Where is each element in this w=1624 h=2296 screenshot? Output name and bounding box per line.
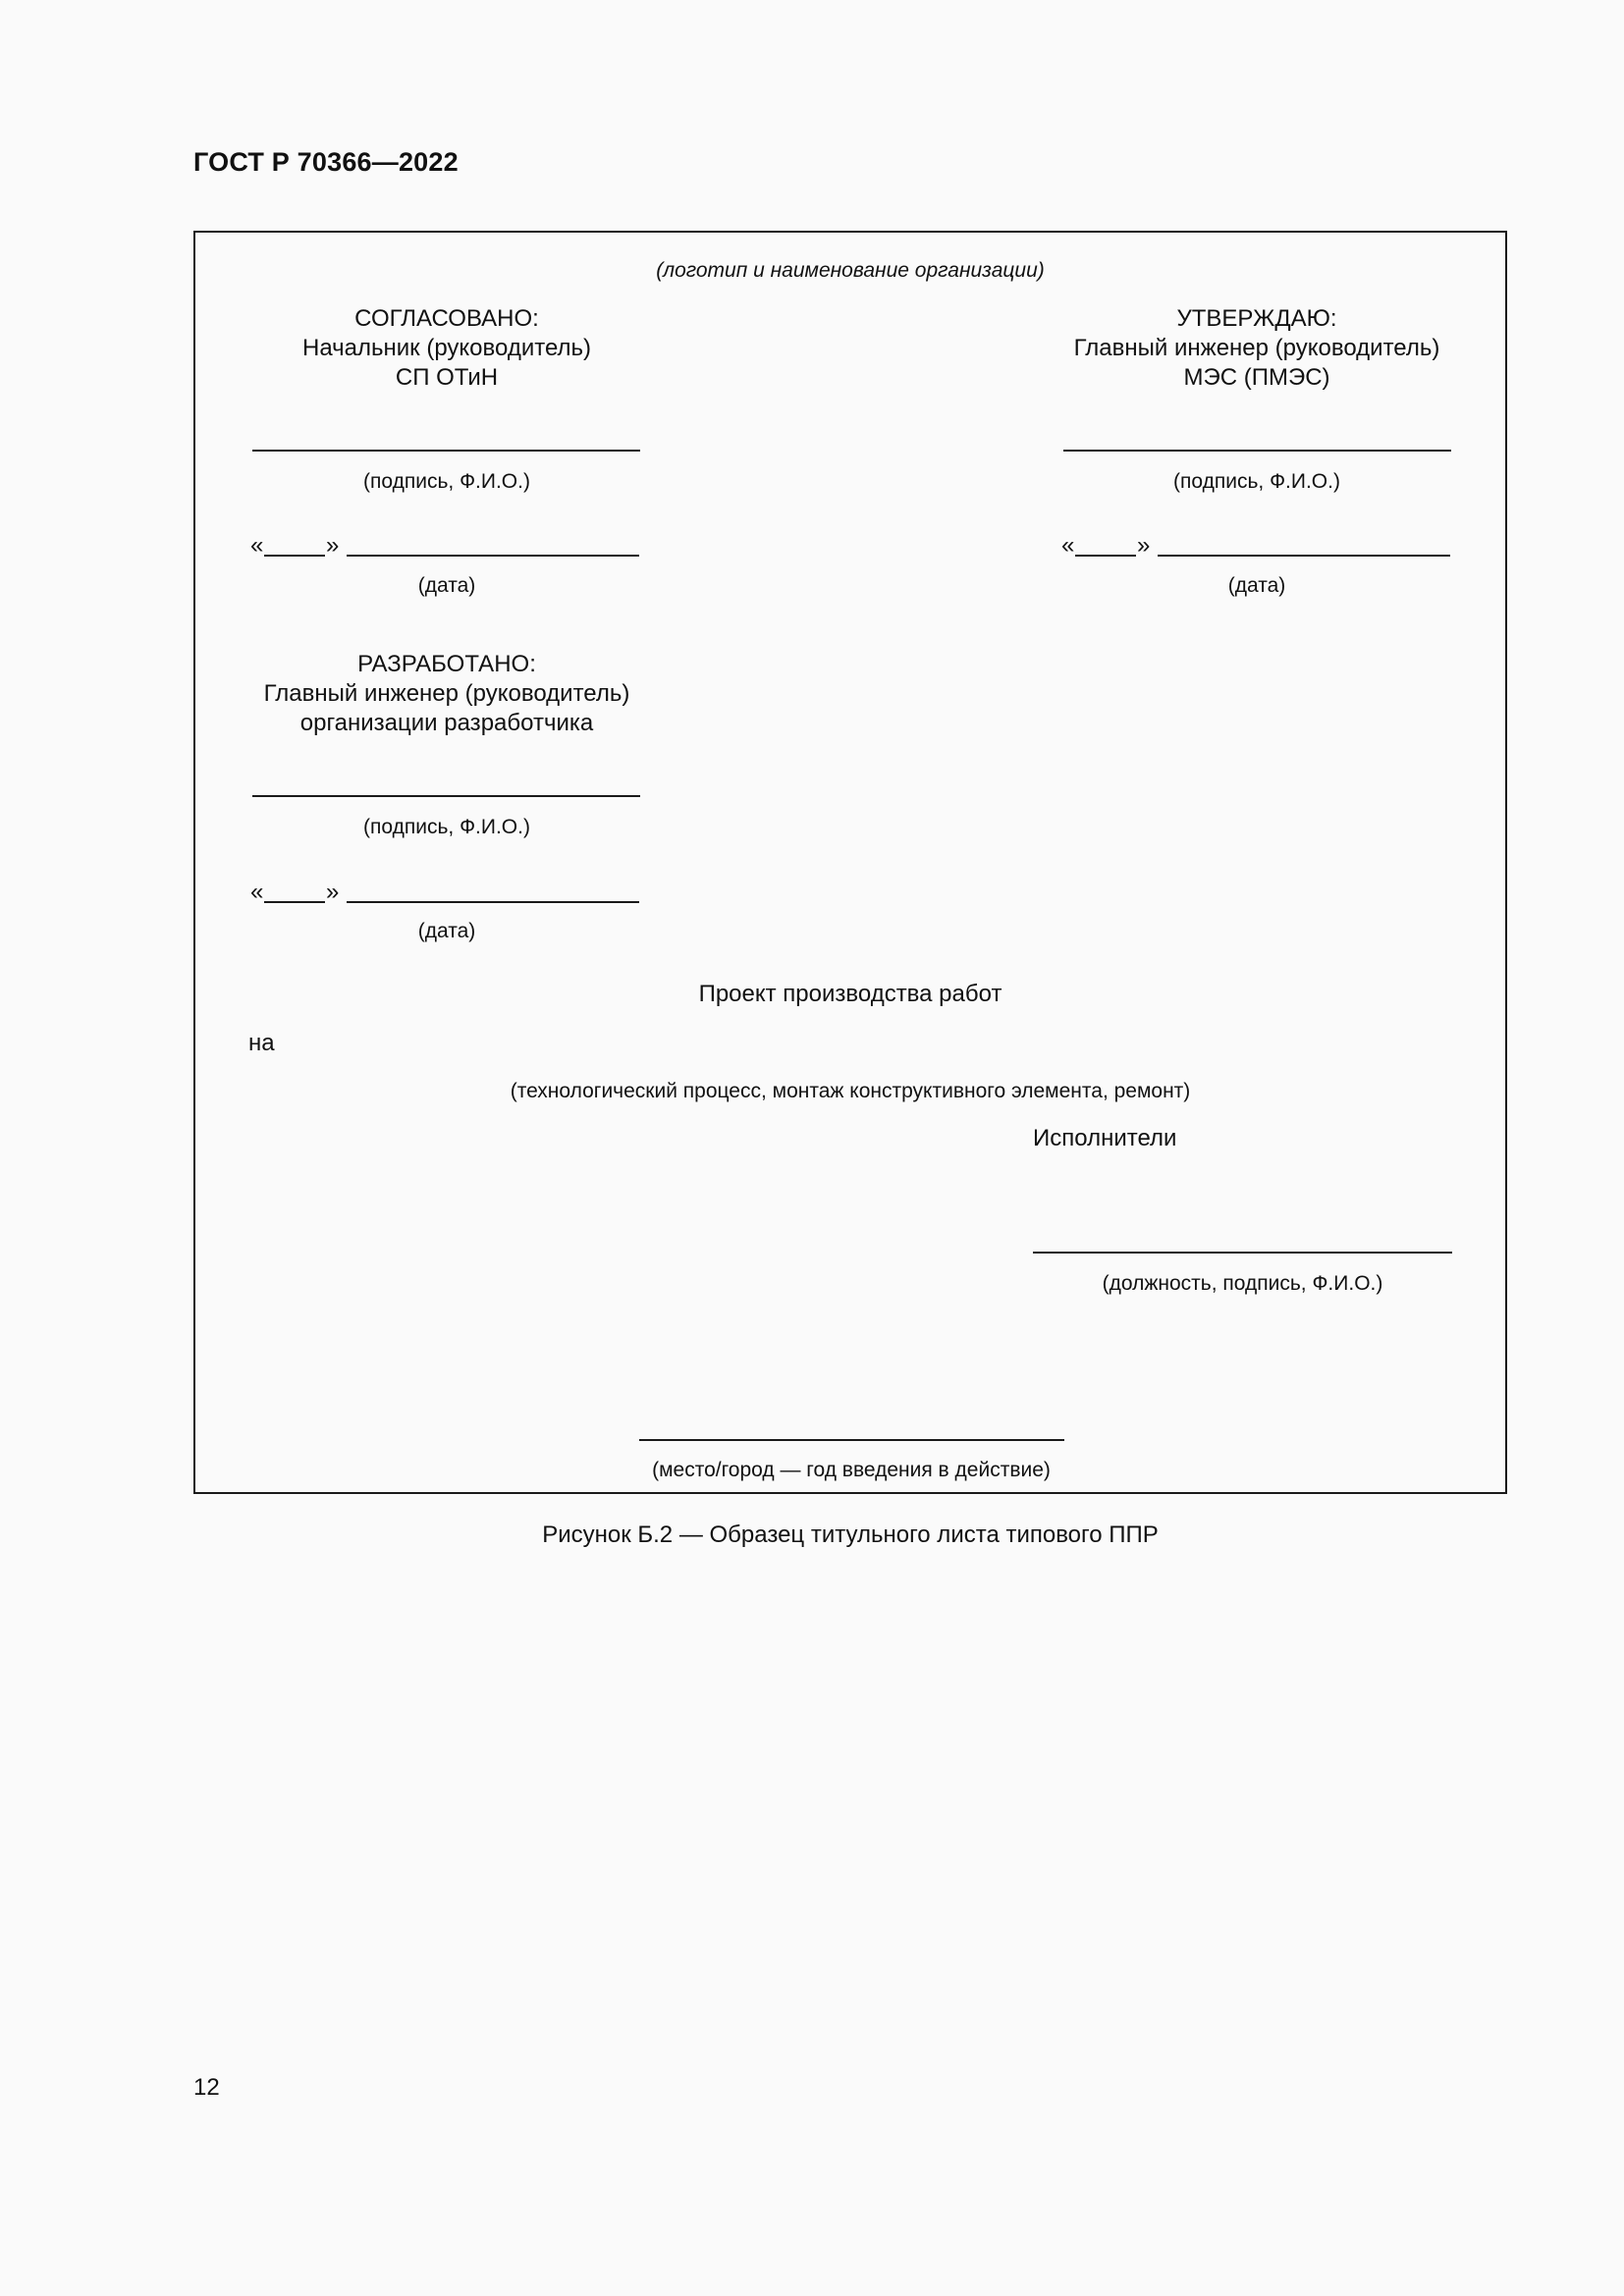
agreed-position-line2: СП ОТиН: [395, 364, 499, 391]
approved-signature-line: [1063, 450, 1451, 452]
developed-position-line2: организации разработчика: [299, 710, 594, 736]
agreed-signature-line: [252, 450, 640, 452]
approved-signature-caption: (подпись, Ф.И.О.): [1173, 470, 1340, 493]
approved-heading: УТВЕРЖДАЮ:: [1176, 305, 1337, 332]
title-page-form-frame: [193, 231, 1507, 1494]
developed-day-blank: [264, 901, 325, 903]
developed-date-caption: (дата): [417, 920, 476, 942]
developed-block: [250, 650, 643, 738]
document-header-title: ГОСТ Р 70366—2022: [193, 147, 459, 177]
approved-month-year-blank: [1158, 555, 1450, 557]
developed-signature-caption: (подпись, Ф.И.О.): [363, 816, 530, 838]
agreed-heading: СОГЛАСОВАНО:: [354, 305, 539, 332]
agreed-block: [250, 304, 643, 393]
project-subject-caption: (технологический процесс, монтаж конструктивного элемента, ремонт): [510, 1080, 1191, 1102]
page-number: 12: [193, 2074, 220, 2101]
agreed-date-close-quote: »: [326, 532, 340, 559]
executors-signature-line: [1033, 1252, 1452, 1254]
executors-caption: (должность, подпись, Ф.И.О.): [1102, 1272, 1383, 1295]
developed-date-row: [250, 878, 643, 907]
developed-heading: РАЗРАБОТАНО:: [357, 651, 536, 677]
approved-position-line2: МЭС (ПМЭС): [1183, 364, 1330, 391]
agreed-date-caption: (дата): [417, 574, 476, 597]
project-on-label: на: [248, 1030, 275, 1056]
approved-date-row: [1061, 531, 1454, 561]
org-logo-placeholder: (логотип и наименование организации): [656, 259, 1045, 282]
project-title: Проект производства работ: [698, 981, 1002, 1007]
figure-caption: Рисунок Б.2 — Образец титульного листа типового ППР: [542, 1522, 1159, 1548]
agreed-position-line1: Начальник (руководитель): [301, 335, 591, 361]
approved-block: [1060, 304, 1453, 393]
approved-date-caption: (дата): [1227, 574, 1286, 597]
executors-heading: Исполнители: [1033, 1125, 1177, 1151]
agreed-date-row: [250, 531, 643, 561]
agreed-date-open-quote: «: [250, 532, 264, 559]
place-year-caption: (место/город — год введения в действие): [652, 1459, 1051, 1481]
developed-date-open-quote: «: [250, 879, 264, 905]
agreed-day-blank: [264, 555, 325, 557]
approved-day-blank: [1075, 555, 1136, 557]
developed-month-year-blank: [347, 901, 639, 903]
approved-date-close-quote: »: [1137, 532, 1151, 559]
approved-date-open-quote: «: [1061, 532, 1075, 559]
agreed-signature-caption: (подпись, Ф.И.О.): [363, 470, 530, 493]
place-year-line: [639, 1439, 1064, 1441]
developed-date-close-quote: »: [326, 879, 340, 905]
agreed-month-year-blank: [347, 555, 639, 557]
developed-position-line1: Главный инженер (руководитель): [263, 680, 630, 707]
developed-signature-line: [252, 795, 640, 797]
approved-position-line1: Главный инженер (руководитель): [1073, 335, 1440, 361]
